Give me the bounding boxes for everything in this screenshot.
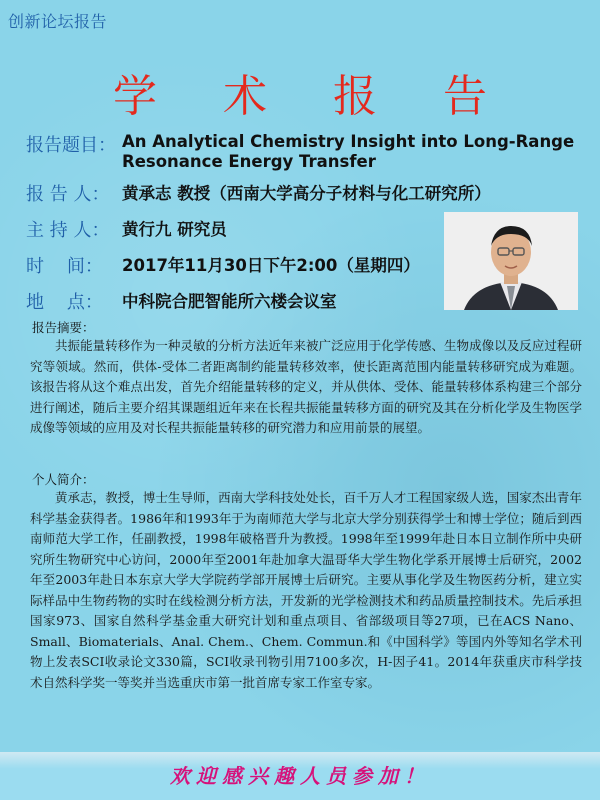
main-title: 学 术 报 告	[113, 71, 513, 122]
host-value: 黄行九 研究员	[122, 220, 227, 239]
welcome-message: 欢迎感兴趣人员参加！	[170, 764, 430, 788]
speaker-label: 报 告 人：	[26, 184, 110, 205]
abstract-text: 共振能量转移作为一种灵敏的分析方法近年来被广泛应用于化学传感、生物成像以及反应过程研究等领域。然而，供体-受体二者距离制约能量转移效率，使长距离范围内能量转移研究成为难题。该报告将从这个难点出发，首先介绍能量转移的定义，并从供体、受体、能量转移体系构建三个部分进行阐述，随后主要介绍其课题组近年来在长程共振能量转移方面的研究及其在分析化学及生物医学成像等领域的应用及对长程共振能量转移的研究潜力和应用前景的展望。	[30, 338, 582, 435]
topic-label: 报告题目：	[26, 135, 116, 156]
forum-title: 创新论坛报告	[8, 12, 108, 31]
location-label: 地 点：	[26, 292, 103, 313]
abstract-heading: 报告摘要：	[32, 320, 95, 335]
speaker-photo	[444, 212, 578, 310]
speaker-value: 黄承志 教授（西南大学高分子材料与化工研究所）	[122, 184, 491, 203]
topic-line1: An Analytical Chemistry Insight into Long-Range	[122, 132, 575, 151]
bio-heading: 个人简介：	[32, 472, 95, 487]
time-value: 2017年11月30日下午2:00（星期四）	[122, 256, 420, 275]
time-label: 时 间：	[26, 256, 103, 277]
location-value: 中科院合肥智能所六楼会议室	[122, 292, 337, 311]
topic-line2: Resonance Energy Transfer	[122, 152, 376, 171]
host-label: 主 持 人：	[26, 220, 110, 241]
bio-text: 黄承志，教授，博士生导师，西南大学科技处处长，百千万人才工程国家级人选，国家杰出青年科学基金获得者。1986年和1993年于为南师范大学与北京大学分别获得学士和博士学位；随后到西南师范大学工作，任副教授，1998年破格晋升为教授。1998年至1999年赴日本日立制作所中央研究所生物研究中心访问，2000年至2001年赴加拿大温哥华大学生物化学系开展博士后研究，2002年至2003年赴日本东京大学大学院药学部开展博士后研究。主要从事化学及生物医药分析，建立实际样品中生物药物的实时在线检测分析方法，开发新的光学检测技术和药品质量控制技术。先后承担国家973、国家自然科学基金重大研究计划和重点项目、省部级项目等27项，已在ACS Nano、Small、Biomaterials、Anal. Chem.、Chem. Commun.和《中国科学》等国内外等知名学术刊物上发表SCI收录论文330篇，SCI收录刊物引用7100多次，H-因子41。2014年获重庆市科学技术自然科学奖一等奖并当选重庆市第一批首席专家工作室专家。	[30, 490, 582, 690]
